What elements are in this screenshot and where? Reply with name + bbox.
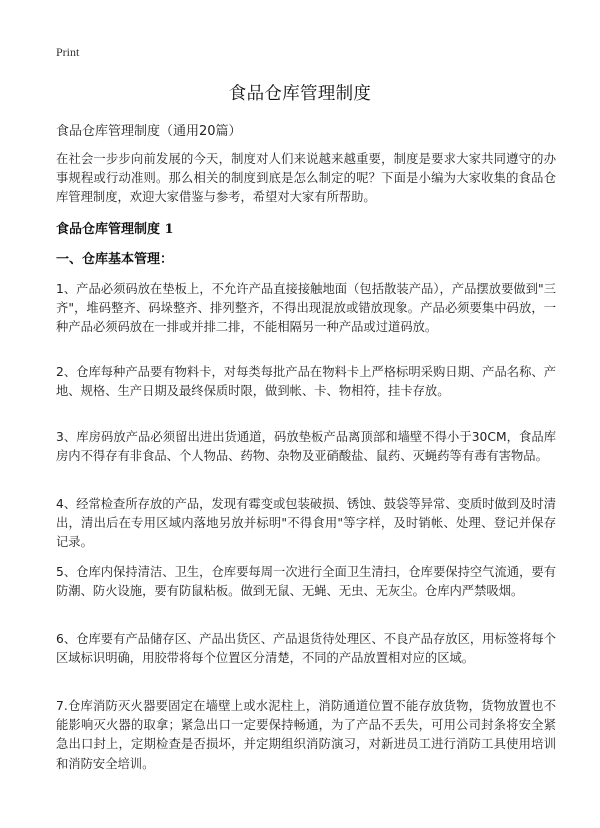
document-subtitle: 食品仓库管理制度（通用20篇） xyxy=(56,124,242,139)
intro-paragraph: 在社会一步步向前发展的今天，制度对人们来说越来越重要，制度是要求大家共同遵守的办事规程或行动准则。那么相关的制度到底是怎么制定的呢？下面是小编为大家收集的食品仓库管理制度，欢迎大家借鉴与参考，希望对大家有所帮助。 xyxy=(56,152,556,205)
rule-paragraph-6: 6、仓库要有产品储存区、产品出货区、产品退货待处理区、不良产品存放区，用标签将每个区域标识明确，用胶带将每个位置区分清楚，不同的产品放置相对应的区域。 xyxy=(56,632,556,666)
sub-heading: 一、仓库基本管理： xyxy=(56,252,174,267)
rule-paragraph-4: 4、经常检查所存放的产品，发现有霉变或包装破损、锈蚀、鼓袋等异常、变质时做到及时清出，清出后在专用区域内落地另放并标明"不得食用"等字样，及时销帐、处理、登记并保存记录。 xyxy=(56,497,556,550)
rule-paragraph-1: 1、产品必须码放在垫板上，不允许产品直接接触地面（包括散装产品），产品摆放要做到"三齐"，堆码整齐、码垛整齐、排列整齐，不得出现混放或错放现象。产品必须要集中码放，一种产品必须码放在一排或并排二排，不能相隔另一种产品或过道码放。 xyxy=(56,282,556,335)
rule-paragraph-2: 2、仓库每种产品要有物料卡，对每类每批产品在物料卡上严格标明采购日期、产品名称、产地、规格、生产日期及最终保质时限，做到帐、卡、物相符，挂卡存放。 xyxy=(56,365,556,399)
rule-paragraph-7: 7.仓库消防灭火器要固定在墙壁上或水泥柱上，消防通道位置不能存放货物，货物放置也不能影响灭火器的取拿；紧急出口一定要保持畅通，为了产品不丢失，可用公司封条将安全紧急出口封上，定期检查是否损坏，并定期组织消防演习，对新进员工进行消防工具使用培训和消防安全培训。 xyxy=(56,699,556,771)
print-link[interactable]: Print xyxy=(56,45,80,59)
rule-paragraph-5: 5、仓库内保持清洁、卫生，仓库要每周一次进行全面卫生清扫，仓库要保持空气流通，要有防潮、防火设施，要有防鼠粘板。做到无鼠、无蝇、无虫、无灰尘。仓库内严禁吸烟。 xyxy=(56,565,556,599)
page-title: 食品仓库管理制度 xyxy=(228,84,372,104)
section-heading: 食品仓库管理制度 1 xyxy=(56,222,174,237)
rule-paragraph-3: 3、库房码放产品必须留出进出货通道，码放垫板产品离顶部和墙壁不得小于30CM，食品库房内不得存有非食品、个人物品、药物、杂物及亚硝酸盐、鼠药、灭蝇药等有毒有害物品。 xyxy=(56,430,556,464)
